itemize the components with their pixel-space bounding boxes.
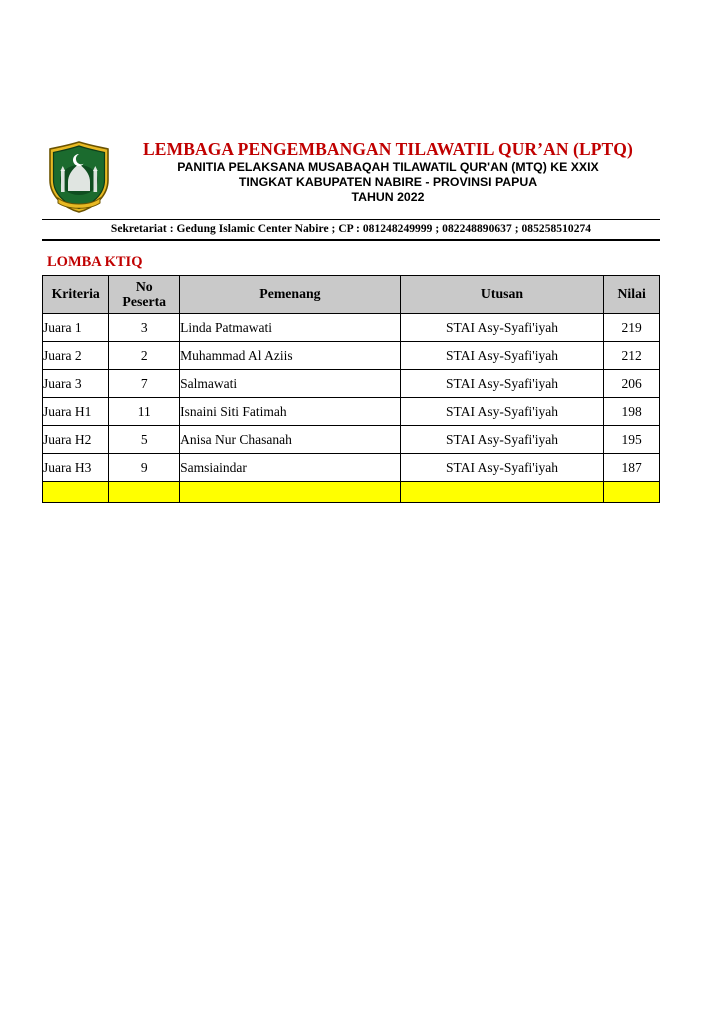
cell-pemenang: Muhammad Al Aziis [180, 342, 401, 370]
table-row-empty-highlight [43, 482, 660, 503]
cell-kriteria: Juara H1 [43, 398, 109, 426]
results-table [42, 275, 660, 503]
results-table-container [42, 275, 660, 503]
cell-utusan: STAI Asy-Syafi'iyah [400, 398, 604, 426]
cell-utusan: STAI Asy-Syafi'iyah [400, 342, 604, 370]
logo-container [42, 138, 116, 214]
cell-utusan: STAI Asy-Syafi'iyah [400, 426, 604, 454]
column-header-utusan: Utusan [400, 276, 604, 314]
column-header-no-peserta-line2: Peserta [122, 293, 167, 309]
cell-no-peserta: 3 [109, 314, 180, 342]
cell-nilai: 219 [604, 314, 660, 342]
cell-empty [43, 482, 109, 503]
column-header-no-peserta [109, 276, 180, 314]
committee-line: PANITIA PELAKSANA MUSABAQAH TILAWATIL QUR'AN (MTQ) KE XXIX [177, 159, 599, 174]
cell-kriteria: Juara 1 [43, 314, 109, 342]
table-row [43, 398, 660, 426]
table-row [43, 370, 660, 398]
cell-empty [604, 482, 660, 503]
secretariat-line: Sekretariat : Gedung Islamic Center Nabire ; CP : 081248249999 ; 082248890637 ; 085258510274 [110, 223, 592, 235]
cell-kriteria: Juara H2 [43, 426, 109, 454]
cell-no-peserta: 11 [109, 398, 180, 426]
cell-kriteria: Juara H3 [43, 454, 109, 482]
cell-nilai: 187 [604, 454, 660, 482]
column-header-pemenang: Pemenang [180, 276, 401, 314]
column-header-no-peserta-line1: No [135, 278, 153, 294]
cell-pemenang: Linda Patmawati [180, 314, 401, 342]
cell-empty [180, 482, 401, 503]
lptq-emblem-logo [46, 140, 112, 214]
cell-nilai: 195 [604, 426, 660, 454]
table-body [43, 314, 660, 503]
column-header-nilai: Nilai [604, 276, 660, 314]
cell-pemenang: Isnaini Siti Fatimah [180, 398, 401, 426]
letterhead-divider-bottom [42, 239, 660, 241]
cell-pemenang: Anisa Nur Chasanah [180, 426, 401, 454]
cell-pemenang: Salmawati [180, 370, 401, 398]
cell-no-peserta: 5 [109, 426, 180, 454]
table-row [43, 342, 660, 370]
cell-no-peserta: 2 [109, 342, 180, 370]
table-row [43, 426, 660, 454]
table-header-row [43, 276, 660, 314]
cell-empty [109, 482, 180, 503]
organization-name: LEMBAGA PENGEMBANGAN TILAWATIL QUR’AN (LPTQ) [143, 139, 633, 159]
cell-utusan: STAI Asy-Syafi'iyah [400, 454, 604, 482]
table-row [43, 314, 660, 342]
cell-nilai: 198 [604, 398, 660, 426]
cell-pemenang: Samsiaindar [180, 454, 401, 482]
cell-no-peserta: 7 [109, 370, 180, 398]
letterhead [42, 138, 660, 241]
cell-empty [400, 482, 604, 503]
column-header-kriteria: Kriteria [43, 276, 109, 314]
cell-utusan: STAI Asy-Syafi'iyah [400, 314, 604, 342]
region-line: TINGKAT KABUPATEN NABIRE - PROVINSI PAPUA [238, 174, 538, 189]
cell-utusan: STAI Asy-Syafi'iyah [400, 370, 604, 398]
section-title: LOMBA KTIQ [47, 254, 143, 270]
cell-nilai: 206 [604, 370, 660, 398]
cell-nilai: 212 [604, 342, 660, 370]
table-row [43, 454, 660, 482]
cell-no-peserta: 9 [109, 454, 180, 482]
cell-kriteria: Juara 3 [43, 370, 109, 398]
year-line: TAHUN 2022 [351, 190, 425, 205]
cell-kriteria: Juara 2 [43, 342, 109, 370]
